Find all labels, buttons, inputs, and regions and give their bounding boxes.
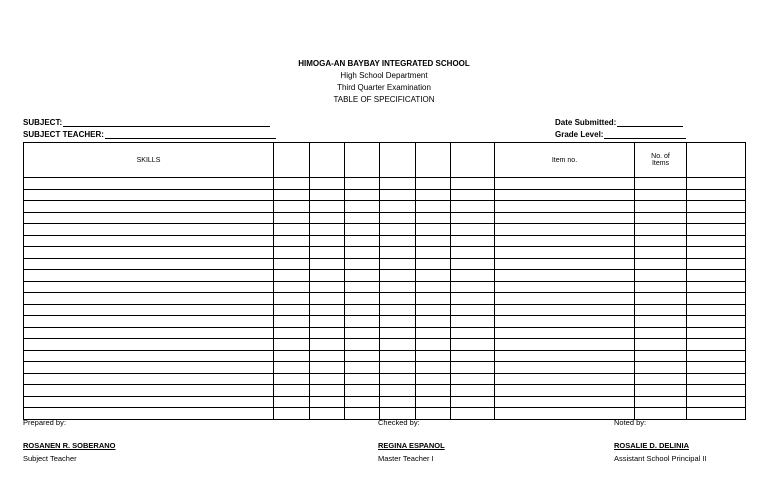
- table-row: [24, 189, 746, 201]
- table-cell[interactable]: [687, 258, 746, 270]
- table-row: [24, 293, 746, 305]
- table-cell[interactable]: [451, 316, 495, 328]
- department-name: High School Department: [340, 71, 428, 80]
- table-cell[interactable]: [24, 396, 274, 408]
- table-cell[interactable]: [380, 201, 416, 213]
- table-cell[interactable]: [687, 385, 746, 397]
- prepared-by-label: Prepared by:: [23, 418, 66, 427]
- table-cell[interactable]: [416, 304, 451, 316]
- subject-teacher-blank-line[interactable]: [105, 130, 276, 139]
- grade-level-field: [555, 130, 686, 139]
- table-cell[interactable]: [687, 316, 746, 328]
- table-cell[interactable]: [274, 293, 310, 305]
- table-cell[interactable]: [310, 212, 345, 224]
- table-cell[interactable]: [416, 270, 451, 282]
- checked-by-title: Master Teacher I: [378, 454, 434, 463]
- table-cell[interactable]: [687, 178, 746, 190]
- blank-header: [687, 143, 746, 178]
- table-cell[interactable]: [635, 281, 687, 293]
- table-cell[interactable]: [495, 396, 635, 408]
- skills-header: SKILLS: [24, 143, 274, 178]
- table-cell[interactable]: [416, 247, 451, 259]
- blank-header: [274, 143, 310, 178]
- table-cell[interactable]: [345, 293, 380, 305]
- table-cell[interactable]: [416, 350, 451, 362]
- table-cell[interactable]: [274, 281, 310, 293]
- table-cell[interactable]: [635, 224, 687, 236]
- table-cell[interactable]: [380, 189, 416, 201]
- table-cell[interactable]: [451, 293, 495, 305]
- table-header-row: [24, 143, 746, 178]
- table-cell[interactable]: [416, 408, 451, 420]
- table-cell[interactable]: [274, 362, 310, 374]
- table-row: [24, 235, 746, 247]
- table-cell[interactable]: [310, 270, 345, 282]
- table-cell[interactable]: [345, 373, 380, 385]
- table-cell[interactable]: [310, 304, 345, 316]
- table-cell[interactable]: [310, 258, 345, 270]
- table-cell[interactable]: [687, 281, 746, 293]
- table-cell[interactable]: [345, 281, 380, 293]
- table-cell[interactable]: [310, 201, 345, 213]
- table-row: [24, 178, 746, 190]
- table-cell[interactable]: [687, 293, 746, 305]
- table-cell[interactable]: [495, 212, 635, 224]
- table-cell[interactable]: [274, 258, 310, 270]
- table-cell[interactable]: [416, 178, 451, 190]
- table-cell[interactable]: [635, 235, 687, 247]
- table-cell[interactable]: [24, 258, 274, 270]
- table-cell[interactable]: [687, 362, 746, 374]
- table-row: [24, 212, 746, 224]
- table-cell[interactable]: [380, 396, 416, 408]
- table-cell[interactable]: [635, 247, 687, 259]
- table-cell[interactable]: [635, 212, 687, 224]
- table-cell[interactable]: [345, 362, 380, 374]
- table-cell[interactable]: [416, 201, 451, 213]
- table-cell[interactable]: [451, 189, 495, 201]
- table-cell[interactable]: [24, 235, 274, 247]
- school-name: HIMOGA-AN BAYBAY INTEGRATED SCHOOL: [298, 59, 470, 68]
- table-cell[interactable]: [310, 189, 345, 201]
- table-cell[interactable]: [380, 362, 416, 374]
- table-cell[interactable]: [24, 281, 274, 293]
- no-of-items-header-line1: No. of: [651, 153, 670, 160]
- table-cell[interactable]: [24, 189, 274, 201]
- table-row: [24, 396, 746, 408]
- table-cell[interactable]: [495, 350, 635, 362]
- table-cell[interactable]: [416, 339, 451, 351]
- table-cell[interactable]: [495, 327, 635, 339]
- table-cell[interactable]: [310, 316, 345, 328]
- table-cell[interactable]: [345, 408, 380, 420]
- table-cell[interactable]: [495, 362, 635, 374]
- table-cell[interactable]: [345, 327, 380, 339]
- date-submitted-field: [555, 118, 683, 127]
- table-cell[interactable]: [495, 178, 635, 190]
- table-cell[interactable]: [24, 362, 274, 374]
- table-cell[interactable]: [380, 293, 416, 305]
- table-cell[interactable]: [495, 385, 635, 397]
- table-cell[interactable]: [635, 339, 687, 351]
- table-cell[interactable]: [345, 385, 380, 397]
- table-row: [24, 304, 746, 316]
- date-submitted-blank-line[interactable]: [617, 118, 683, 127]
- table-cell[interactable]: [416, 258, 451, 270]
- table-cell[interactable]: [451, 339, 495, 351]
- table-cell[interactable]: [380, 350, 416, 362]
- table-cell[interactable]: [274, 270, 310, 282]
- table-cell[interactable]: [24, 212, 274, 224]
- table-cell[interactable]: [274, 235, 310, 247]
- table-cell[interactable]: [635, 293, 687, 305]
- table-cell[interactable]: [345, 396, 380, 408]
- table-cell[interactable]: [274, 224, 310, 236]
- table-cell[interactable]: [24, 316, 274, 328]
- table-cell[interactable]: [380, 258, 416, 270]
- table-row: [24, 327, 746, 339]
- table-cell[interactable]: [635, 178, 687, 190]
- document-title: TABLE OF SPECIFICATION: [333, 95, 435, 104]
- date-submitted-label: Date Submitted:: [555, 118, 617, 127]
- table-body: [24, 178, 746, 420]
- table-cell[interactable]: [635, 189, 687, 201]
- table-cell[interactable]: [274, 212, 310, 224]
- table-cell[interactable]: [310, 385, 345, 397]
- checked-by-label: Checked by:: [378, 418, 420, 427]
- table-cell[interactable]: [687, 201, 746, 213]
- subject-teacher-label: SUBJECT TEACHER:: [23, 130, 104, 139]
- table-cell[interactable]: [274, 304, 310, 316]
- table-cell[interactable]: [687, 270, 746, 282]
- table-cell[interactable]: [687, 350, 746, 362]
- table-cell[interactable]: [416, 235, 451, 247]
- document-header: [0, 58, 768, 106]
- table-cell[interactable]: [274, 350, 310, 362]
- table-cell[interactable]: [451, 212, 495, 224]
- table-cell[interactable]: [274, 316, 310, 328]
- noted-by-label: Noted by:: [614, 418, 647, 427]
- table-row: [24, 316, 746, 328]
- table-cell[interactable]: [274, 385, 310, 397]
- table-cell[interactable]: [451, 281, 495, 293]
- blank-header: [345, 143, 380, 178]
- item-no-header: Item no.: [495, 143, 635, 178]
- table-cell[interactable]: [24, 247, 274, 259]
- table-cell[interactable]: [274, 339, 310, 351]
- table-cell[interactable]: [274, 373, 310, 385]
- table-cell[interactable]: [310, 247, 345, 259]
- prepared-by-name: ROSANEN R. SOBERANO: [23, 441, 116, 450]
- table-cell[interactable]: [687, 373, 746, 385]
- table-cell[interactable]: [451, 247, 495, 259]
- table-cell[interactable]: [416, 189, 451, 201]
- table-cell[interactable]: [687, 327, 746, 339]
- table-cell[interactable]: [635, 385, 687, 397]
- noted-by-name: ROSALIE D. DELINIA: [614, 441, 690, 450]
- table-cell[interactable]: [380, 235, 416, 247]
- table-cell[interactable]: [635, 350, 687, 362]
- table-cell[interactable]: [310, 350, 345, 362]
- table-row: [24, 270, 746, 282]
- subject-label: SUBJECT:: [23, 118, 63, 127]
- table-cell[interactable]: [635, 270, 687, 282]
- table-cell[interactable]: [310, 362, 345, 374]
- table-cell[interactable]: [451, 224, 495, 236]
- table-cell[interactable]: [310, 408, 345, 420]
- table-cell[interactable]: [380, 224, 416, 236]
- grade-level-blank-line[interactable]: [604, 130, 686, 139]
- table-cell[interactable]: [380, 327, 416, 339]
- table-cell[interactable]: [24, 270, 274, 282]
- table-cell[interactable]: [345, 224, 380, 236]
- table-cell[interactable]: [451, 304, 495, 316]
- table-cell[interactable]: [687, 235, 746, 247]
- table-cell[interactable]: [345, 316, 380, 328]
- table-cell[interactable]: [24, 304, 274, 316]
- table-cell[interactable]: [310, 327, 345, 339]
- table-cell[interactable]: [635, 201, 687, 213]
- table-cell[interactable]: [345, 304, 380, 316]
- table-cell[interactable]: [380, 247, 416, 259]
- table-cell[interactable]: [345, 178, 380, 190]
- table-cell[interactable]: [310, 396, 345, 408]
- table-cell[interactable]: [24, 178, 274, 190]
- table-cell[interactable]: [687, 212, 746, 224]
- table-cell[interactable]: [416, 396, 451, 408]
- table-cell[interactable]: [495, 281, 635, 293]
- table-cell[interactable]: [416, 385, 451, 397]
- table-cell[interactable]: [345, 235, 380, 247]
- table-cell[interactable]: [345, 212, 380, 224]
- table-cell[interactable]: [687, 304, 746, 316]
- table-cell[interactable]: [416, 327, 451, 339]
- table-row: [24, 258, 746, 270]
- table-cell[interactable]: [380, 385, 416, 397]
- table-cell[interactable]: [274, 201, 310, 213]
- table-cell[interactable]: [635, 258, 687, 270]
- table-cell[interactable]: [274, 396, 310, 408]
- table-cell[interactable]: [451, 270, 495, 282]
- table-cell[interactable]: [416, 212, 451, 224]
- table-row: [24, 339, 746, 351]
- table-cell[interactable]: [345, 350, 380, 362]
- blank-header: [451, 143, 495, 178]
- table-cell[interactable]: [495, 339, 635, 351]
- table-cell[interactable]: [635, 304, 687, 316]
- table-row: [24, 224, 746, 236]
- table-cell[interactable]: [495, 235, 635, 247]
- table-cell[interactable]: [310, 178, 345, 190]
- table-cell[interactable]: [495, 258, 635, 270]
- table-cell[interactable]: [24, 350, 274, 362]
- table-cell[interactable]: [495, 293, 635, 305]
- table-cell[interactable]: [380, 178, 416, 190]
- table-cell[interactable]: [495, 270, 635, 282]
- grade-level-label: Grade Level:: [555, 130, 604, 139]
- table-cell[interactable]: [24, 385, 274, 397]
- table-row: [24, 281, 746, 293]
- subject-teacher-field: [23, 130, 276, 139]
- table-cell[interactable]: [380, 316, 416, 328]
- table-cell[interactable]: [635, 327, 687, 339]
- table-cell[interactable]: [310, 373, 345, 385]
- table-cell[interactable]: [635, 362, 687, 374]
- table-cell[interactable]: [416, 316, 451, 328]
- table-cell[interactable]: [274, 408, 310, 420]
- table-cell[interactable]: [24, 201, 274, 213]
- table-cell[interactable]: [451, 201, 495, 213]
- table-cell[interactable]: [345, 339, 380, 351]
- table-cell[interactable]: [345, 201, 380, 213]
- table-cell[interactable]: [310, 293, 345, 305]
- table-cell[interactable]: [451, 327, 495, 339]
- table-cell[interactable]: [345, 270, 380, 282]
- table-cell[interactable]: [635, 316, 687, 328]
- table-cell[interactable]: [416, 362, 451, 374]
- table-cell[interactable]: [451, 408, 495, 420]
- table-cell[interactable]: [24, 224, 274, 236]
- table-cell[interactable]: [310, 224, 345, 236]
- table-cell[interactable]: [495, 304, 635, 316]
- table-cell[interactable]: [416, 373, 451, 385]
- table-cell[interactable]: [310, 235, 345, 247]
- table-row: [24, 247, 746, 259]
- specification-table: [23, 142, 746, 420]
- subject-blank-line[interactable]: [63, 118, 270, 127]
- table-cell[interactable]: [310, 281, 345, 293]
- table-cell[interactable]: [274, 189, 310, 201]
- table-cell[interactable]: [687, 247, 746, 259]
- exam-name: Third Quarter Examination: [337, 83, 431, 92]
- table-cell[interactable]: [416, 281, 451, 293]
- table-cell[interactable]: [416, 293, 451, 305]
- table-cell[interactable]: [687, 224, 746, 236]
- table-cell[interactable]: [687, 396, 746, 408]
- table-cell[interactable]: [495, 201, 635, 213]
- table-cell[interactable]: [451, 178, 495, 190]
- table-cell[interactable]: [495, 316, 635, 328]
- blank-header: [380, 143, 416, 178]
- table-cell[interactable]: [687, 408, 746, 420]
- table-cell[interactable]: [24, 293, 274, 305]
- table-cell[interactable]: [274, 327, 310, 339]
- table-cell[interactable]: [380, 373, 416, 385]
- checked-by-name: REGINA ESPANOL: [378, 441, 445, 450]
- blank-header: [310, 143, 345, 178]
- table-cell[interactable]: [380, 212, 416, 224]
- no-of-items-header: [635, 143, 687, 178]
- table-row: [24, 373, 746, 385]
- table-cell[interactable]: [24, 373, 274, 385]
- no-of-items-header-line2: Items: [651, 160, 670, 167]
- subject-field: [23, 118, 270, 127]
- table-cell[interactable]: [451, 373, 495, 385]
- table-cell[interactable]: [451, 385, 495, 397]
- table-cell[interactable]: [451, 396, 495, 408]
- table-cell[interactable]: [635, 373, 687, 385]
- table-cell[interactable]: [495, 189, 635, 201]
- table-cell[interactable]: [380, 304, 416, 316]
- blank-header: [416, 143, 451, 178]
- table-cell[interactable]: [687, 189, 746, 201]
- table-cell[interactable]: [24, 339, 274, 351]
- table-row: [24, 362, 746, 374]
- table-cell[interactable]: [310, 339, 345, 351]
- table-row: [24, 350, 746, 362]
- table-cell[interactable]: [495, 373, 635, 385]
- table-cell[interactable]: [380, 270, 416, 282]
- prepared-by-title: Subject Teacher: [23, 454, 77, 463]
- table-cell[interactable]: [451, 235, 495, 247]
- table-cell[interactable]: [24, 327, 274, 339]
- table-cell[interactable]: [687, 339, 746, 351]
- table-cell[interactable]: [495, 247, 635, 259]
- table-cell[interactable]: [345, 189, 380, 201]
- table-row: [24, 385, 746, 397]
- table-cell[interactable]: [274, 247, 310, 259]
- noted-by-title: Assistant School Principal II: [614, 454, 707, 463]
- table-cell[interactable]: [451, 258, 495, 270]
- table-cell[interactable]: [380, 281, 416, 293]
- table-cell[interactable]: [451, 362, 495, 374]
- table-cell[interactable]: [274, 178, 310, 190]
- table-cell[interactable]: [451, 350, 495, 362]
- table-row: [24, 201, 746, 213]
- table-cell[interactable]: [345, 247, 380, 259]
- table-cell[interactable]: [635, 396, 687, 408]
- table-cell[interactable]: [380, 339, 416, 351]
- table-cell[interactable]: [345, 258, 380, 270]
- table-cell[interactable]: [495, 224, 635, 236]
- table-cell[interactable]: [416, 224, 451, 236]
